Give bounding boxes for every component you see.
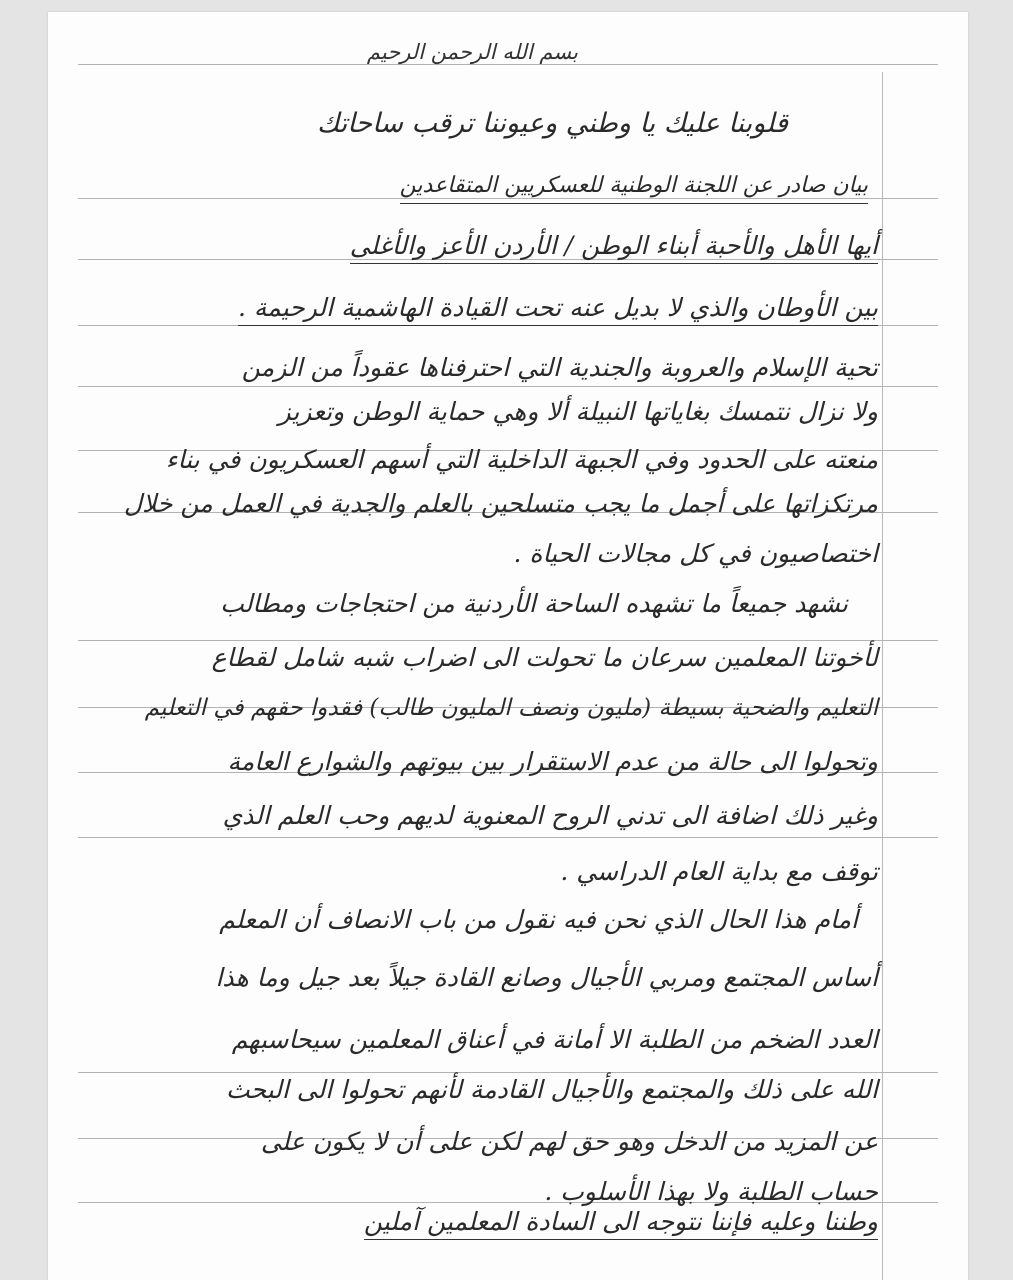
text-line-19: حساب الطلبة ولا بهذا الأسلوب . — [544, 1177, 878, 1206]
text-line-4: ولا نزال نتمسك بغاياتها النبيلة ألا وهي حماية الوطن وتعزيز — [278, 397, 878, 426]
text-line-10: التعليم والضحية بسيطة (مليون ونصف المليون طالب) فقدوا حقهم في التعليم — [144, 695, 878, 721]
page-margin-line — [882, 72, 883, 1280]
text-line-5: منعته على الحدود وفي الجبهة الداخلية التي أسهم العسكريون في بناء — [165, 445, 878, 474]
text-line-20: وطننا وعليه فإننا نتوجه الى السادة المعلمين آملين — [364, 1202, 878, 1242]
text-line-7: اختصاصيون في كل مجالات الحياة . — [513, 539, 878, 568]
text-line-13: توقف مع بداية العام الدراسي . — [560, 857, 878, 886]
text-line-1: أيها الأهل والأحبة أبناء الوطن / الأردن الأعز والأغلى — [350, 226, 878, 266]
text-line-17: الله على ذلك والمجتمع والأجيال القادمة لأنهم تحولوا الى البحث — [226, 1075, 878, 1104]
ruled-line — [78, 837, 938, 838]
text-line-14: أمام هذا الحال الذي نحن فيه نقول من باب الانصاف أن المعلم — [219, 905, 858, 934]
document-headline: قلوبنا عليك يا وطني وعيوننا ترقب ساحاتك — [316, 108, 788, 139]
handwritten-page — [48, 12, 968, 1280]
text-line-9: لأخوتنا المعلمين سرعان ما تحولت الى اضراب شبه شامل لقطاع — [211, 643, 878, 672]
text-line-18: عن المزيد من الدخل وهو حق لهم لكن على أن لا يكون على — [260, 1127, 878, 1156]
basmala: بسم الله الرحمن الرحيم — [366, 40, 578, 64]
text-line-16: العدد الضخم من الطلبة الا أمانة في أعناق المعلمين سيحاسبهم — [231, 1025, 878, 1054]
document-subheading: بيان صادر عن اللجنة الوطنية للعسكريين المتقاعدين — [400, 166, 868, 206]
text-line-2: بين الأوطان والذي لا بديل عنه تحت القيادة الهاشمية الرحيمة . — [238, 288, 878, 328]
text-line-3: تحية الإسلام والعروبة والجندية التي احترفناها عقوداً من الزمن — [241, 353, 878, 382]
text-line-11: وتحولوا الى حالة من عدم الاستقرار بين بيوتهم والشوارع العامة — [227, 747, 878, 776]
text-line-8: نشهد جميعاً ما تشهده الساحة الأردنية من احتجاجات ومطالب — [220, 589, 848, 618]
text-line-12: وغير ذلك اضافة الى تدني الروح المعنوية لديهم وحب العلم الذي — [222, 801, 878, 830]
text-line-6: مرتكزاتها على أجمل ما يجب متسلحين بالعلم والجدية في العمل من خلال — [123, 489, 878, 518]
text-line-15: أساس المجتمع ومربي الأجيال وصانع القادة جيلاً بعد جيل وما هذا — [215, 963, 878, 992]
